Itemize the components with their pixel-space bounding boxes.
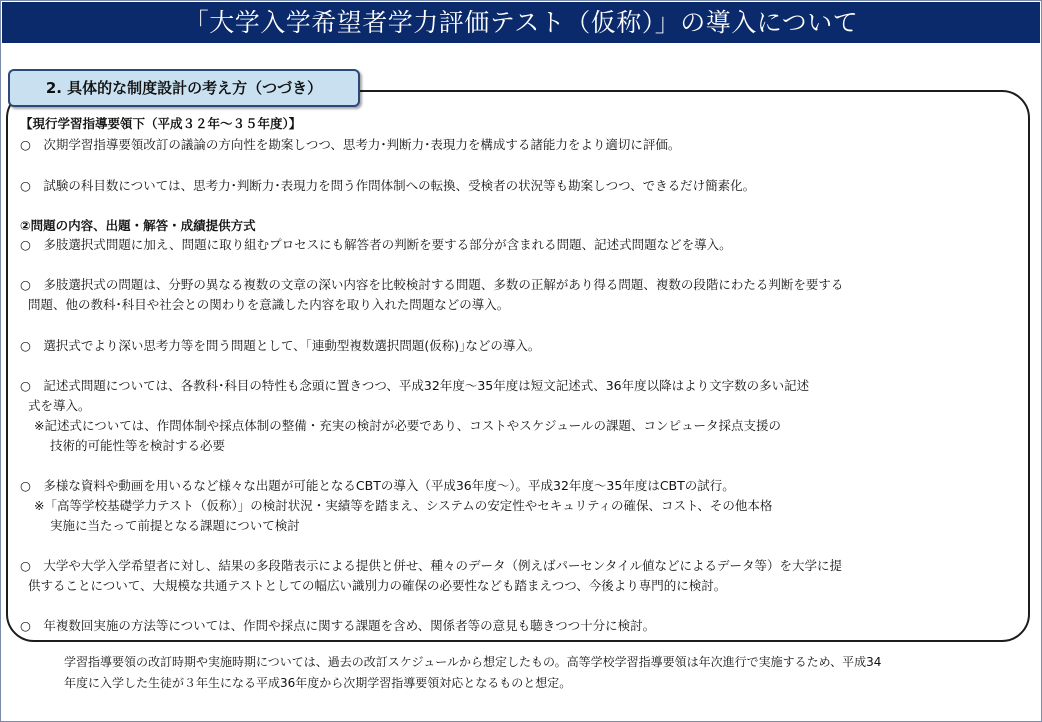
content-line: ○ 大学や大学入学希望者に対し、結果の多段階表示による提供と併せ、種々のデータ（例えばパーセンタイル値などによるデータ等）を大学に提 — [20, 558, 843, 573]
content-line: 問題、他の教科･科目や社会との関わりを意識した内容を取り入れた問題などの導入。 — [28, 297, 510, 312]
content-line: ○ 多肢選択式の問題は、分野の異なる複数の文章の深い内容を比較検討する問題、多数の正解があり得る問題、複数の段階にわたる判断を要する — [20, 277, 844, 292]
content-line: ※記述式については、作問体制や採点体制の整備・充実の検討が必要であり、コストやスケジュールの課題、コンピュータ採点支援の — [34, 418, 781, 433]
footnote — [64, 652, 1014, 694]
content-line: ○ 記述式問題については、各教科･科目の特性も念頭に置きつつ、平成32年度～35年度は短文記述式、36年度以降はより文字数の多い記述 — [20, 378, 810, 393]
content-line: ※「高等学校基礎学力テスト（仮称）」の検討状況・実績等を踏まえ、システムの安定性やセキュリティの確保、コスト、その他本格 — [34, 498, 773, 513]
content-line: ○ 試験の科目数については、思考力･判断力･表現力を問う作問体制への転換、受検者の状況等も勘案しつつ、できるだけ簡素化。 — [20, 178, 756, 193]
content-line: ○ 多肢選択式問題に加え、問題に取り組むプロセスにも解答者の判断を要する部分が含まれる問題、記述式問題などを導入。 — [20, 237, 732, 252]
content-line: ○ 選択式でより深い思考力等を問う問題として、｢連動型複数選択問題(仮称)｣などの導入。 — [20, 338, 541, 353]
content-line: ○ 次期学習指導要領改訂の議論の方向性を勘案しつつ、思考力･判断力･表現力を構成する諸能力をより適切に評価。 — [20, 137, 681, 152]
section-tab: 2. 具体的な制度設計の考え方（つづき） — [8, 69, 360, 107]
content-line: 【現行学習指導要領下（平成３２年～３５年度）】 — [20, 116, 302, 131]
page-title: 「大学入学希望者学力評価テスト（仮称）」の導入について — [2, 2, 1040, 43]
content-line: 技術的可能性等を検討する必要 — [50, 438, 226, 453]
content-line: ○ 多様な資料や動画を用いるなど様々な出題が可能となるCBTの導入（平成36年度～）。平成32年度～35年度はCBTの試行。 — [20, 478, 735, 493]
content-line: 実施に当たって前提となる課題について検討 — [50, 518, 300, 533]
content-line: 式を導入。 — [28, 398, 91, 413]
content-line: ②問題の内容、出題・解答・成績提供方式 — [20, 218, 256, 233]
footnote-line: 年度に入学した生徒が３年生になる平成36年度から次期学習指導要領対応となるものと想定。 — [64, 676, 572, 690]
content-line: ○ 年複数回実施の方法等については、作問や採点に関する課題を含め、関係者等の意見も聴きつつ十分に検討。 — [20, 618, 656, 633]
content-line: 供することについて、大規模な共通テストとしての幅広い識別力の確保の必要性なども踏まえつつ、今後より専門的に検討。 — [28, 578, 727, 593]
footnote-line: 学習指導要領の改訂時期や実施時期については、過去の改訂スケジュールから想定したもの。高等学校学習指導要領は年次進行で実施するため、平成34 — [64, 655, 882, 669]
